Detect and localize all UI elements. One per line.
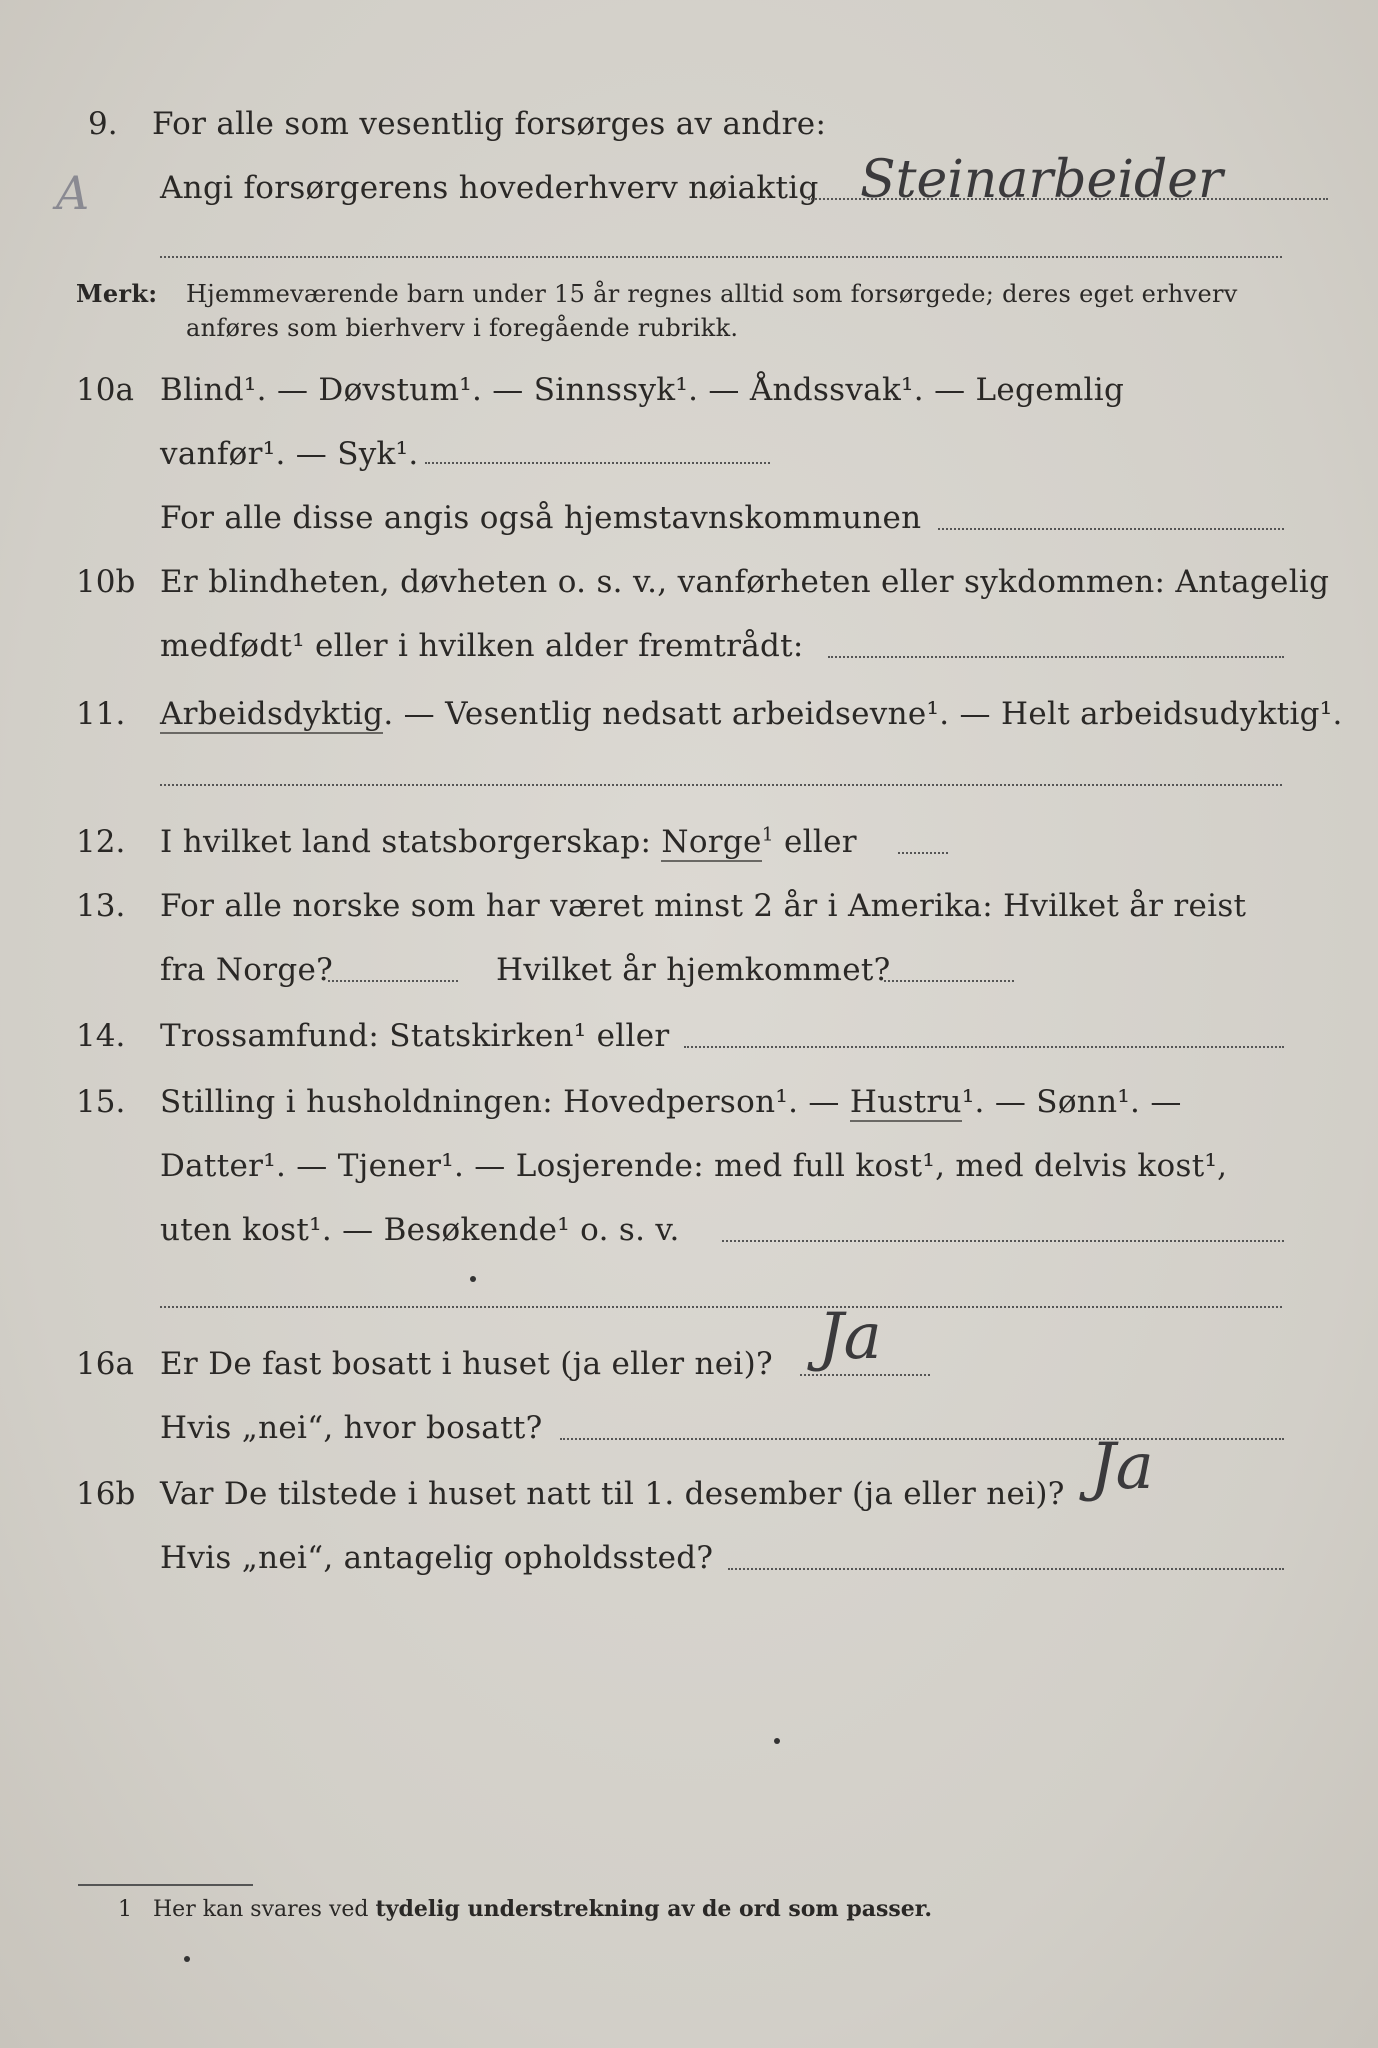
paper-speck [184, 1956, 190, 1962]
q16a-line2: Hvis „nei“, hvor bosatt? [160, 1410, 543, 1446]
q12-number: 12. [76, 824, 126, 860]
q11-line [160, 694, 1343, 734]
q16b-line1: Var De tilstede i huset natt til 1. desember (ja eller nei)? [160, 1476, 1065, 1512]
q14-line1: Trossamfund: Statskirken¹ eller [160, 1018, 670, 1054]
q10a-line2: vanfør¹. — Syk¹. [160, 436, 419, 472]
q12-question: I hvilket land statsborgerskap: [160, 824, 652, 860]
q9-margin-mark: A [56, 166, 90, 220]
q15-answer-line [722, 1240, 1284, 1242]
q16a-line1: Er De fast bosatt i huset (ja eller nei)? [160, 1346, 773, 1382]
q16a-bosatt-line [560, 1438, 1284, 1440]
q13-reist-line [328, 980, 458, 982]
q13-line2b: Hvilket år hjemkommet? [496, 952, 891, 988]
q11-number: 11. [76, 696, 126, 732]
q9-line2: Angi forsørgerens hovederhverv nøiaktig [160, 170, 819, 206]
q13-line2a: fra Norge? [160, 952, 334, 988]
footnote-text-bold: tydelig understrekning av de ord som passer. [375, 1896, 932, 1922]
q15-line3: uten kost¹. — Besøkende¹ o. s. v. [160, 1212, 680, 1248]
q12-line: I hvilket land statsborgerskap: Norge$^1$ eller [160, 824, 857, 860]
q10a-kommune-line [938, 528, 1284, 530]
paper-speck [774, 1738, 780, 1744]
q9-extra-line [160, 256, 1282, 258]
q15-line2: Datter¹. — Tjener¹. — Losjerende: med full kost¹, med delvis kost¹, [160, 1148, 1228, 1184]
q13-hjemkommet-line [884, 980, 1014, 982]
q10b-line1: Er blindheten, døvheten o. s. v., vanførheten eller sykdommen: Antagelig [160, 564, 1330, 600]
q9-line1: For alle som vesentlig forsørges av andre: [152, 106, 827, 142]
footnote-text-plain: Her kan svares ved [152, 1897, 369, 1922]
q16a-handwritten-answer: Ja [818, 1300, 882, 1374]
q12-underlined-answer: Norge [661, 824, 762, 860]
q15-line1c: ¹. — Sønn¹. — [961, 1084, 1182, 1120]
q11-extra-line [160, 784, 1282, 786]
footnote [118, 1894, 932, 1925]
q12-eller: eller [784, 824, 857, 860]
q14-number: 14. [76, 1018, 126, 1054]
q15-underlined-answer: Hustru [849, 1084, 962, 1120]
q12-answer-line [898, 852, 948, 854]
q16b-number: 16b [76, 1476, 136, 1512]
q10a-syk-line [425, 462, 770, 464]
q15-number: 15. [76, 1084, 126, 1120]
q16b-line2: Hvis „nei“, antagelig opholdssted? [160, 1540, 714, 1576]
q14-answer-line [684, 1046, 1284, 1048]
footnote-marker: 1 [118, 1897, 132, 1922]
q15-extra-line [160, 1306, 1282, 1308]
q15-line1a: Stilling i husholdningen: Hovedperson¹. — [160, 1084, 840, 1120]
q13-number: 13. [76, 888, 126, 924]
q16b-handwritten-answer: Ja [1090, 1430, 1154, 1504]
paper-speck [470, 1276, 476, 1282]
footnote-rule [78, 1884, 253, 1886]
q16a-answer-line [800, 1374, 930, 1376]
q13-line1: For alle norske som har været minst 2 år i Amerika: Hvilket år reist [160, 888, 1247, 924]
q15-line1 [160, 1082, 1182, 1122]
q9-number: 9. [88, 106, 118, 142]
q10b-answer-line [828, 656, 1284, 658]
q16a-number: 16a [76, 1346, 134, 1382]
q10a-number: 10a [76, 372, 134, 408]
q9-handwritten-answer: Steinarbeider [860, 150, 1223, 210]
merk-label: Merk: [76, 279, 158, 308]
q10b-line2: medfødt¹ eller i hvilken alder fremtrådt: [160, 628, 804, 664]
q11-rest: . — Vesentlig nedsatt arbeidsevne¹. — Helt arbeidsudyktig¹. [383, 696, 1343, 732]
merk-line2: anføres som bierhverv i foregående rubrikk. [186, 314, 739, 342]
q10a-line1: Blind¹. — Døvstum¹. — Sinnssyk¹. — Åndssvak¹. — Legemlig [160, 372, 1125, 408]
q10a-line3: For alle disse angis også hjemstavnskommunen [160, 500, 922, 536]
q10b-number: 10b [76, 564, 136, 600]
q16b-opholdssted-line [728, 1568, 1284, 1570]
q11-underlined-answer: Arbeidsdyktig [160, 696, 384, 732]
merk-line1: Hjemmeværende barn under 15 år regnes alltid som forsørgede; deres eget erhverv [186, 280, 1238, 308]
